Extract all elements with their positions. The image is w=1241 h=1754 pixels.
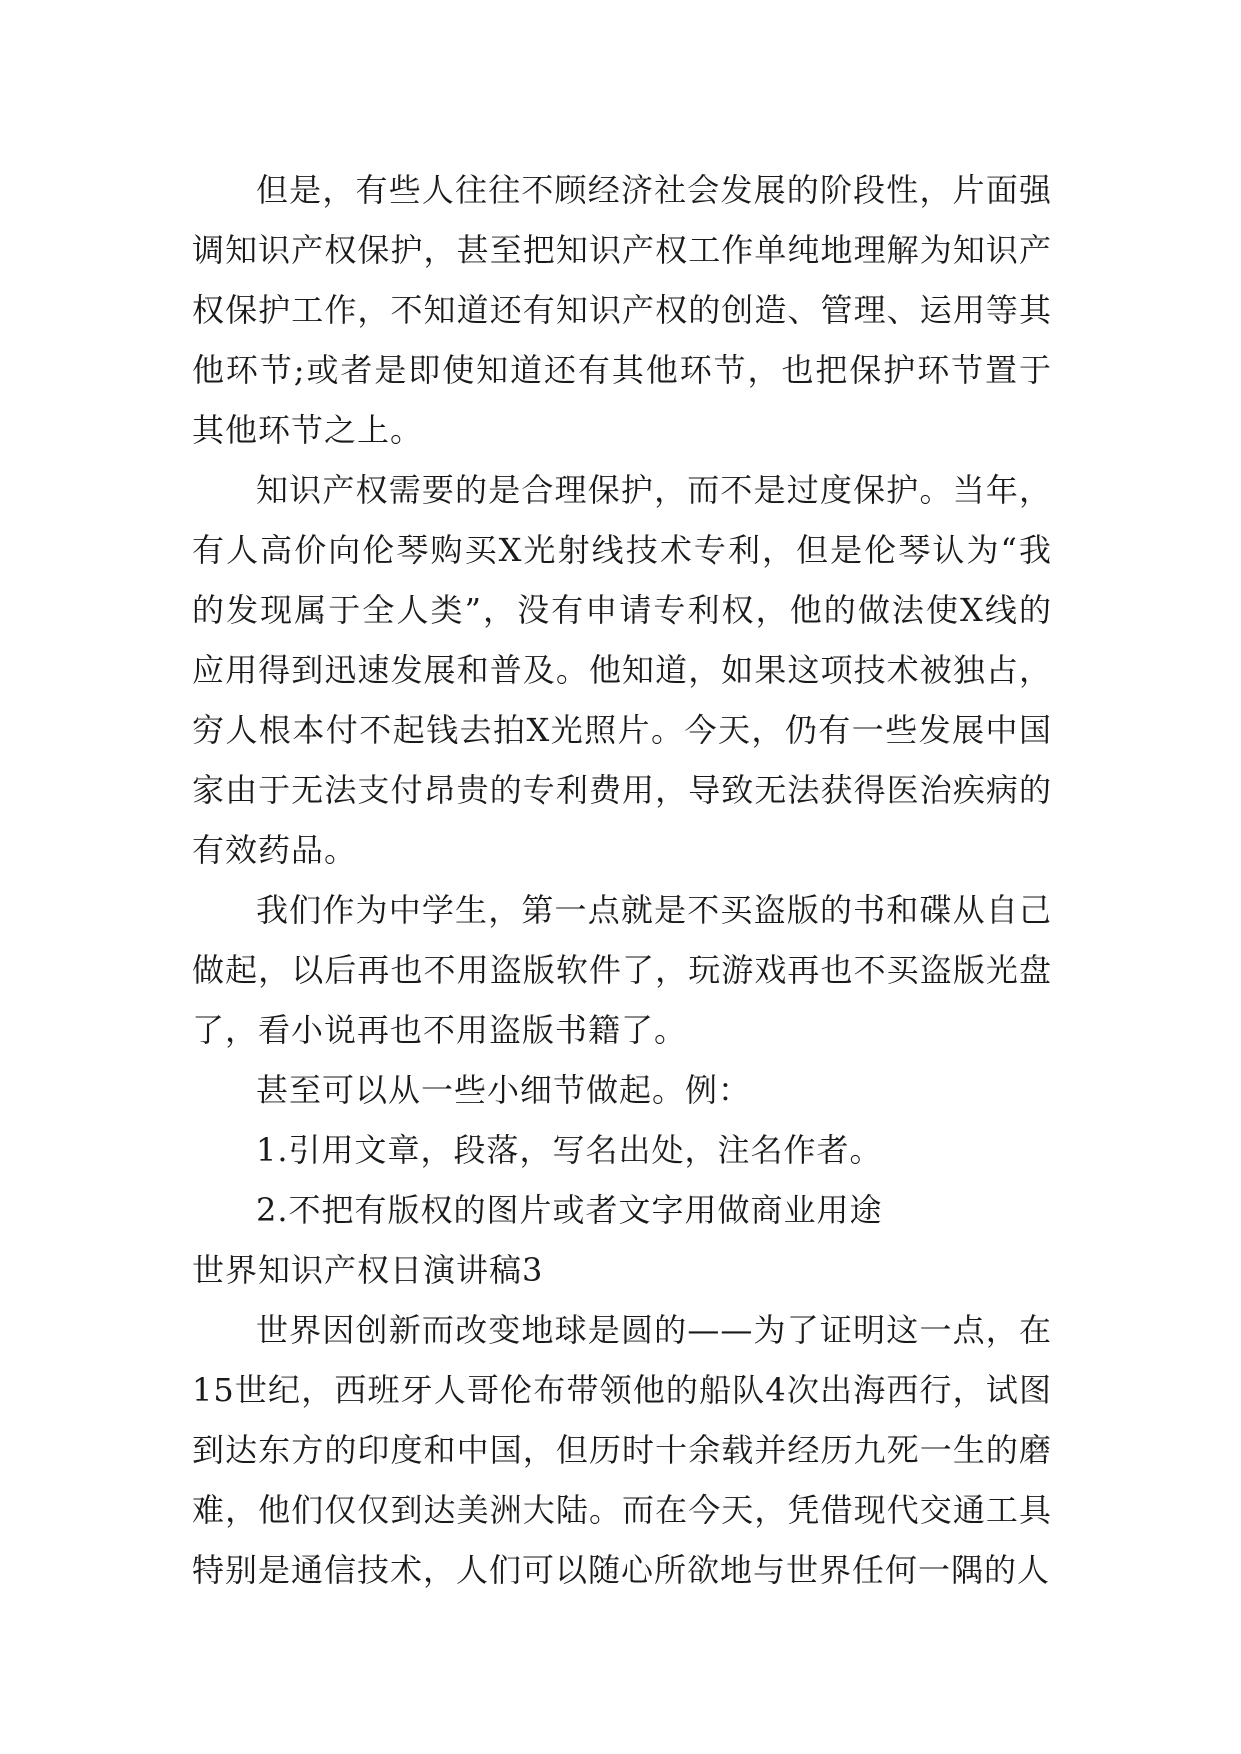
paragraph-innovation-changes-world: 世界因创新而改变地球是圆的——为了证明这一点，在15世纪，西班牙人哥伦布带领他的船队4次出海西行，试图到达东方的印度和中国，但历时十余载并经历九死一生的磨难，他们仅仅到达美洲大陆。而在今天，凭借现代交通工具特别是通信技术，人们可以随心所欲地与世界任何一隅的人 bbox=[192, 1311, 1052, 1589]
paragraph-reasonable-protection: 知识产权需要的是合理保护，而不是过度保护。当年，有人高价向伦琴购买X光射线技术专利，但是伦琴认为“我的发现属于全人类”，没有申请专利权，他的做法使X线的应用得到迅速发展和普及。他知道，如果这项技术被独占，穷人根本付不起钱去拍X光照片。今天，仍有一些发展中国家由于无法支付昂贵的专利费用，导致无法获得医治疾病的有效药品。 bbox=[192, 471, 1052, 869]
list-item-no-commercial-use: 2.不把有版权的图片或者文字用做商业用途 bbox=[256, 1191, 883, 1229]
paragraph-small-details: 甚至可以从一些小细节做起。例： bbox=[256, 1071, 752, 1109]
paragraph-protection-overemphasis: 但是，有些人往往不顾经济社会发展的阶段性，片面强调知识产权保护，甚至把知识产权工作单纯地理解为知识产权保护工作，不知道还有知识产权的创造、管理、运用等其他环节;或者是即使知道还有其他环节，也把保护环节置于其他环节之上。 bbox=[192, 171, 1052, 449]
document-body bbox=[192, 160, 1052, 1600]
section-heading: 世界知识产权日演讲稿3 bbox=[192, 1251, 544, 1289]
paragraph-students-action: 我们作为中学生，第一点就是不买盗版的书和碟从自己做起，以后再也不用盗版软件了，玩游戏再也不买盗版光盘了，看小说再也不用盗版书籍了。 bbox=[192, 891, 1052, 1049]
list-item-cite-sources: 1.引用文章，段落，写名出处，注名作者。 bbox=[256, 1131, 883, 1169]
